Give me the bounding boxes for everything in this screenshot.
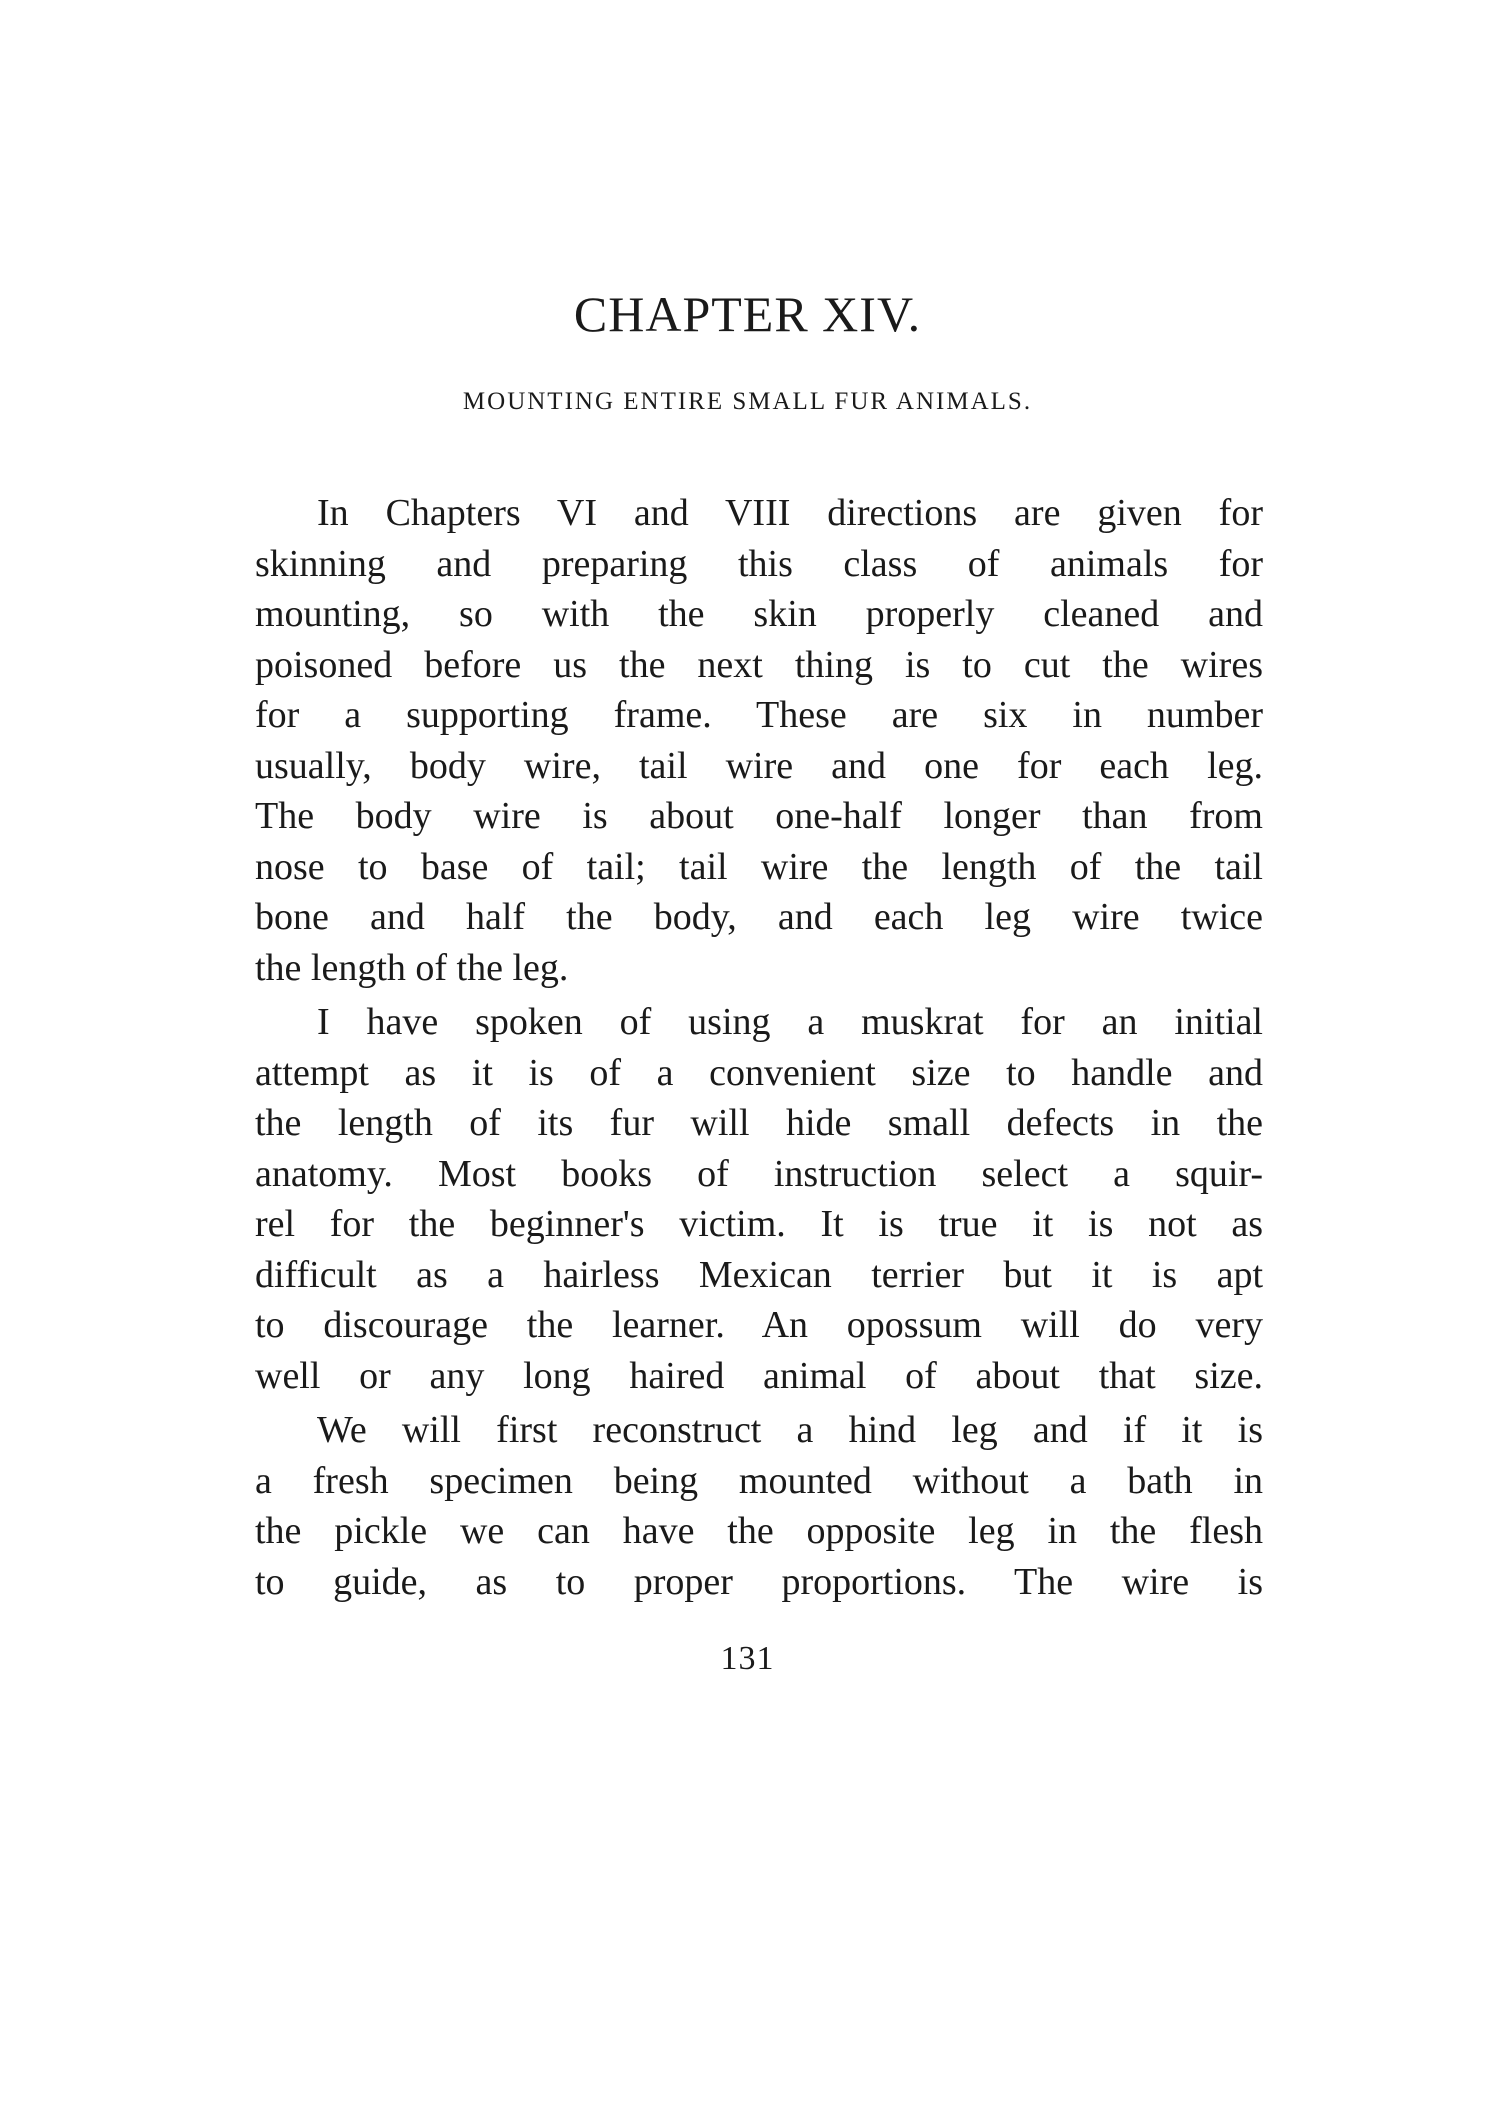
text-line: to discourage the learner. An opossum will do very xyxy=(255,1304,1263,1346)
text-line: the length of the leg. xyxy=(255,946,569,989)
body-text xyxy=(255,488,1263,1607)
text-line: skinning and preparing this class of animals for xyxy=(255,542,1263,585)
text-line: The body wire is about one-half longer than from xyxy=(255,795,1263,837)
text-line: a fresh specimen being mounted without a bath in xyxy=(255,1459,1263,1502)
text-line: well or any long haired animal of about that size. xyxy=(255,1354,1263,1397)
text-line: nose to base of tail; tail wire the length of the tail xyxy=(255,845,1263,888)
text-line: anatomy. Most books of instruction select a squir- xyxy=(255,1152,1263,1195)
text-line: bone and half the body, and each leg wire twice xyxy=(255,896,1263,938)
paragraph-3 xyxy=(255,1405,1263,1607)
text-line: the pickle we can have the opposite leg in the flesh xyxy=(255,1510,1263,1552)
text-line: We will first reconstruct a hind leg and if it is xyxy=(317,1409,1263,1451)
paragraph-1 xyxy=(255,488,1263,993)
text-line: to guide, as to proper proportions. The wire is xyxy=(255,1560,1263,1603)
chapter-title: CHAPTER XIV. xyxy=(573,286,922,342)
text-line: In Chapters VI and VIII directions are given for xyxy=(317,492,1263,534)
text-line: mounting, so with the skin properly cleaned and xyxy=(255,593,1263,635)
text-line: poisoned before us the next thing is to cut the wires xyxy=(255,643,1263,686)
text-line: I have spoken of using a muskrat for an initial xyxy=(317,1001,1263,1043)
text-line: the length of its fur will hide small defects in the xyxy=(255,1102,1263,1144)
page-number: 131 xyxy=(720,1640,775,1677)
text-line: usually, body wire, tail wire and one for each leg. xyxy=(255,744,1263,787)
text-line: difficult as a hairless Mexican terrier but it is apt xyxy=(255,1253,1263,1296)
text-line: for a supporting frame. These are six in number xyxy=(255,694,1263,736)
text-line: attempt as it is of a convenient size to handle and xyxy=(255,1051,1263,1094)
chapter-subtitle: MOUNTING ENTIRE SMALL FUR ANIMALS. xyxy=(462,388,1033,415)
text-line: rel for the beginner's victim. It is true it is not as xyxy=(255,1203,1263,1245)
paragraph-2 xyxy=(255,997,1263,1401)
